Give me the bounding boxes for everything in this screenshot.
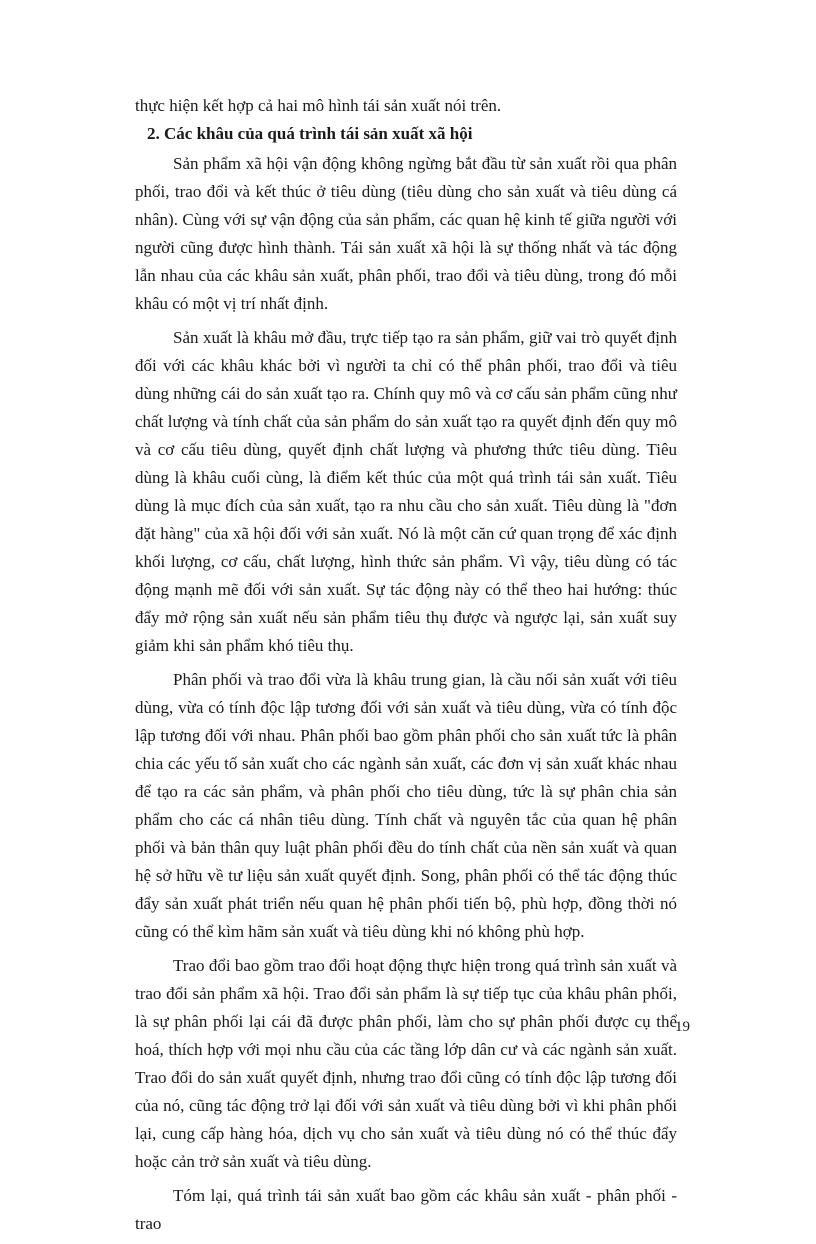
continuation-line: thực hiện kết hợp cả hai mô hình tái sản xuất nói trên. <box>135 96 502 115</box>
paragraph-4: Trao đổi bao gồm trao đổi hoạt động thực hiện trong quá trình sản xuất và trao đổi sản phẩm xã hội. Trao đổi sản phẩm là sự tiếp tục của khâu phân phối, là sự phân phối lại cái đã được phân phối, làm cho sự phân phối được cụ thể hoá, thích hợp với mọi nhu cầu của các tầng lớp dân cư và các ngành sản xuất. Trao đổi do sản xuất quyết định, nhưng trao đổi cũng có tính độc lập tương đối của nó, cũng tác động trở lại đối với sản xuất và tiêu dùng bởi vì khi phân phối lại, cung cấp hàng hóa, dịch vụ cho sản xuất và tiêu dùng nó có thể thúc đẩy hoặc cản trở sản xuất và tiêu dùng. <box>135 956 677 1171</box>
paragraph-3: Phân phối và trao đổi vừa là khâu trung gian, là cầu nối sản xuất với tiêu dùng, vừa có tính độc lập tương đối với sản xuất và tiêu dùng, vừa có tính độc lập tương đối với nhau. Phân phối bao gồm phân phối cho sản xuất tức là phân chia các yếu tố sản xuất cho các ngành sản xuất, các đơn vị sản xuất khác nhau để tạo ra các sản phẩm, và phân phối cho tiêu dùng, tức là sự phân chia sản phẩm cho các cá nhân tiêu dùng. Tính chất và nguyên tắc của quan hệ phân phối và bản thân quy luật phân phối đều do tính chất của nền sản xuất và quan hệ sở hữu về tư liệu sản xuất quyết định. Song, phân phối có thể tác động thúc đẩy sản xuất phát triển nếu quan hệ phân phối tiến bộ, phù hợp, đồng thời nó cũng có thể kìm hãm sản xuất và tiêu dùng khi nó không phù hợp. <box>135 670 677 941</box>
section-heading: 2. Các khâu của quá trình tái sản xuất xã hội <box>147 124 473 143</box>
paragraph-2: Sản xuất là khâu mở đầu, trực tiếp tạo ra sản phẩm, giữ vai trò quyết định đối với các khâu khác bởi vì người ta chỉ có thể phân phối, trao đổi và tiêu dùng những cái do sản xuất tạo ra. Chính quy mô và cơ cấu sản phẩm cũng như chất lượng và tính chất của sản phẩm do sản xuất tạo ra quyết định đến quy mô và cơ cấu tiêu dùng, quyết định chất lượng và phương thức tiêu dùng. Tiêu dùng là khâu cuối cùng, là điểm kết thúc của một quá trình tái sản xuất. Tiêu dùng là mục đích của sản xuất, tạo ra nhu cầu cho sản xuất. Tiêu dùng là "đơn đặt hàng" của xã hội đối với sản xuất. Nó là một căn cứ quan trọng để xác định khối lượng, cơ cấu, chất lượng, hình thức sản phẩm. Vì vậy, tiêu dùng có tác động mạnh mẽ đối với sản xuất. Sự tác động này có thể theo hai hướng: thúc đẩy mở rộng sản xuất nếu sản phẩm tiêu thụ được và ngược lại, sản xuất suy giảm khi sản phẩm khó tiêu thụ. <box>135 328 677 655</box>
paragraph-1: Sản phẩm xã hội vận động không ngừng bắt đầu từ sản xuất rồi qua phân phối, trao đổi và kết thúc ở tiêu dùng (tiêu dùng cho sản xuất và tiêu dùng cá nhân). Cùng với sự vận động của sản phẩm, các quan hệ kinh tế giữa người với người cũng được hình thành. Tái sản xuất xã hội là sự thống nhất và tác động lẫn nhau của các khâu sản xuất, phân phối, trao đổi và tiêu dùng, trong đó mỗi khâu có một vị trí nhất định. <box>135 154 677 313</box>
paragraph-5: Tóm lại, quá trình tái sản xuất bao gồm các khâu sản xuất - phân phối - trao <box>135 1186 677 1233</box>
page-number: 19 <box>675 1019 690 1035</box>
document-page <box>135 92 677 1244</box>
